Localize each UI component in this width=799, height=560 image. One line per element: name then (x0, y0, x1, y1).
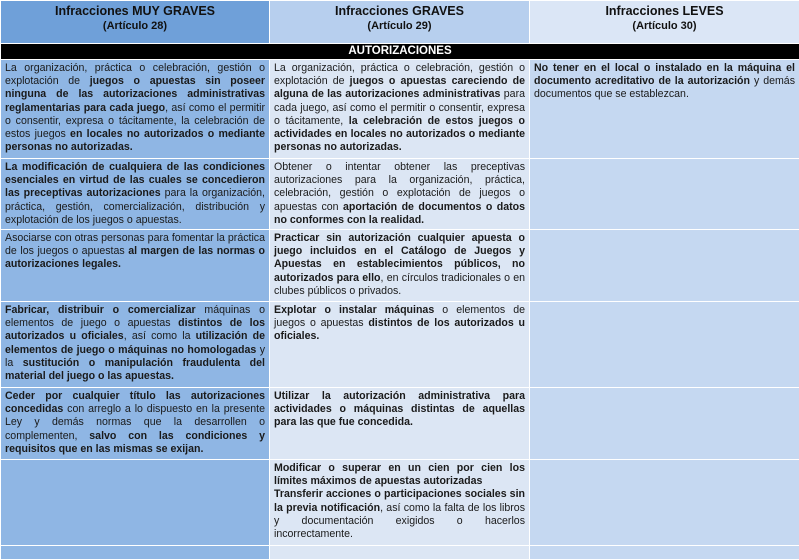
text-segment: juegos o apuestas sin poseer ninguna de las autorizaciones administrativas reglamentarias para cada juego (5, 75, 265, 113)
cell-graves (270, 60, 530, 159)
text-segment: al margen de las normas o autorizaciones legales. (5, 245, 265, 270)
text-segment: utilización de elementos de juego o máquinas no homologadas (5, 330, 265, 355)
table-row (1, 388, 799, 460)
cell-muy-graves (1, 460, 270, 546)
table-row (1, 60, 799, 159)
cell-muy-graves (1, 230, 270, 302)
text-segment: , así como la falta de los libros y documentación exigidos o hacerlos incorrectamente. (274, 502, 525, 540)
cell-muy-graves (1, 302, 270, 388)
text-segment: Transferir acciones o participaciones sociales sin la previa notificación (274, 488, 525, 513)
cell-graves (270, 230, 530, 302)
text-segment: con arreglo a lo dispuesto en la presente Ley y demás normas que la desarrollen o complementen, (5, 403, 265, 441)
header-title: Infracciones LEVES (605, 4, 723, 18)
text-segment: Asociarse con otras personas para fomentar la práctica de los juegos o apuestas (5, 232, 265, 257)
cell-muy-graves (1, 546, 270, 560)
text-segment: para cada juego, así como el permitir o consentir, expresa o tácitamente, (274, 88, 525, 126)
text-segment: en locales no autorizados o mediante personas no autorizadas. (5, 128, 265, 153)
cell-muy-graves (1, 60, 270, 159)
table-row (1, 159, 799, 230)
cell-graves (270, 460, 530, 546)
text-segment: Practicar sin autorización cualquier apuesta o juego incluidos en el Catálogo de Juegos y Apuestas en establecimientos públicos, no autorizados para ello (274, 232, 525, 284)
text-segment: para la organización, práctica, gestión, comercialización, distribución y explotación de los juegos o apuestas. (5, 187, 265, 225)
section-row (1, 44, 799, 60)
text-segment: distintos de los autorizados u oficiales. (274, 317, 525, 342)
text-segment: Ceder por cualquier título las autorizaciones concedidas (5, 390, 265, 415)
header-title: Infracciones MUY GRAVES (55, 4, 215, 18)
header-title: Infracciones GRAVES (335, 4, 464, 18)
text-segment: Utilizar la autorización administrativa para actividades o máquinas distintas de aquellas para las que fue concedida. (274, 390, 525, 428)
table-row (1, 546, 799, 560)
header-leves (530, 1, 799, 44)
text-segment: y demás documentos que se establezcan. (534, 75, 795, 100)
text-segment: y la (5, 344, 265, 369)
cell-leves (530, 302, 799, 388)
cell-muy-graves (1, 159, 270, 230)
text-segment: , así como la (124, 330, 196, 342)
text-segment: salvo con las condiciones y requisitos que en las mismas se exijan. (5, 430, 265, 455)
text-segment: distintos de los autorizados u oficiales (5, 317, 265, 342)
text-segment: La organización, práctica o celebración, gestión o explotación de (274, 62, 525, 87)
table-row (1, 230, 799, 302)
header-article: (Artículo 29) (272, 19, 527, 34)
text-segment: Explotar o instalar máquinas (274, 304, 434, 316)
cell-graves (270, 546, 530, 560)
text-segment: o elementos de juegos o apuestas (274, 304, 525, 329)
header-article: (Artículo 28) (3, 19, 267, 34)
text-segment: , en círculos tradicionales o en clubes públicos o privados. (274, 272, 525, 297)
table-row (1, 460, 799, 546)
text-segment: La modificación de cualquiera de las condiciones esenciales en virtud de las cuales se concedieron las preceptivas autorizaciones (5, 161, 265, 199)
cell-muy-graves (1, 388, 270, 460)
cell-graves (270, 159, 530, 230)
text-segment: Obtener o intentar obtener las preceptivas autorizaciones para la organización, práctica, celebración, gestión o explotación de juegos o apuestas con (274, 161, 525, 213)
text-segment: Modificar o superar en un cien por cien los límites máximos de apuestas autorizadas (274, 462, 525, 487)
text-segment: máquinas o elementos de juego o apuestas (5, 304, 265, 329)
text-segment: la celebración de estos juegos o actividades en locales no autorizados o mediante personas no autorizadas. (274, 115, 525, 153)
text-segment: aportación de documentos o datos no conformes con la realidad. (274, 201, 525, 226)
cell-graves (270, 302, 530, 388)
cell-leves (530, 159, 799, 230)
cell-leves (530, 460, 799, 546)
text-segment: sustitución o manipulación fraudulenta del material del juego o las apuestas. (5, 357, 265, 382)
cell-leves (530, 546, 799, 560)
header-article: (Artículo 30) (532, 19, 797, 34)
cell-leves (530, 388, 799, 460)
section-title: AUTORIZACIONES (1, 44, 799, 60)
text-segment: No tener en el local o instalado en la máquina el documento acreditativo de la autorización (534, 62, 795, 87)
cell-graves (270, 388, 530, 460)
cell-leves (530, 230, 799, 302)
text-segment: Fabricar, distribuir o comercializar (5, 304, 196, 316)
header-row (1, 1, 799, 44)
text-segment: juegos o apuestas careciendo de alguna de las autorizaciones administrativas (274, 75, 525, 100)
table-row (1, 302, 799, 388)
text-segment: La organización, práctica o celebración, gestión o explotación de (5, 62, 265, 87)
cell-leves (530, 60, 799, 159)
header-graves (270, 1, 530, 44)
header-muy-graves (1, 1, 270, 44)
text-segment: , así como el permitir o consentir, expresa o tácitamente, la celebración de estos juegos (5, 102, 265, 140)
